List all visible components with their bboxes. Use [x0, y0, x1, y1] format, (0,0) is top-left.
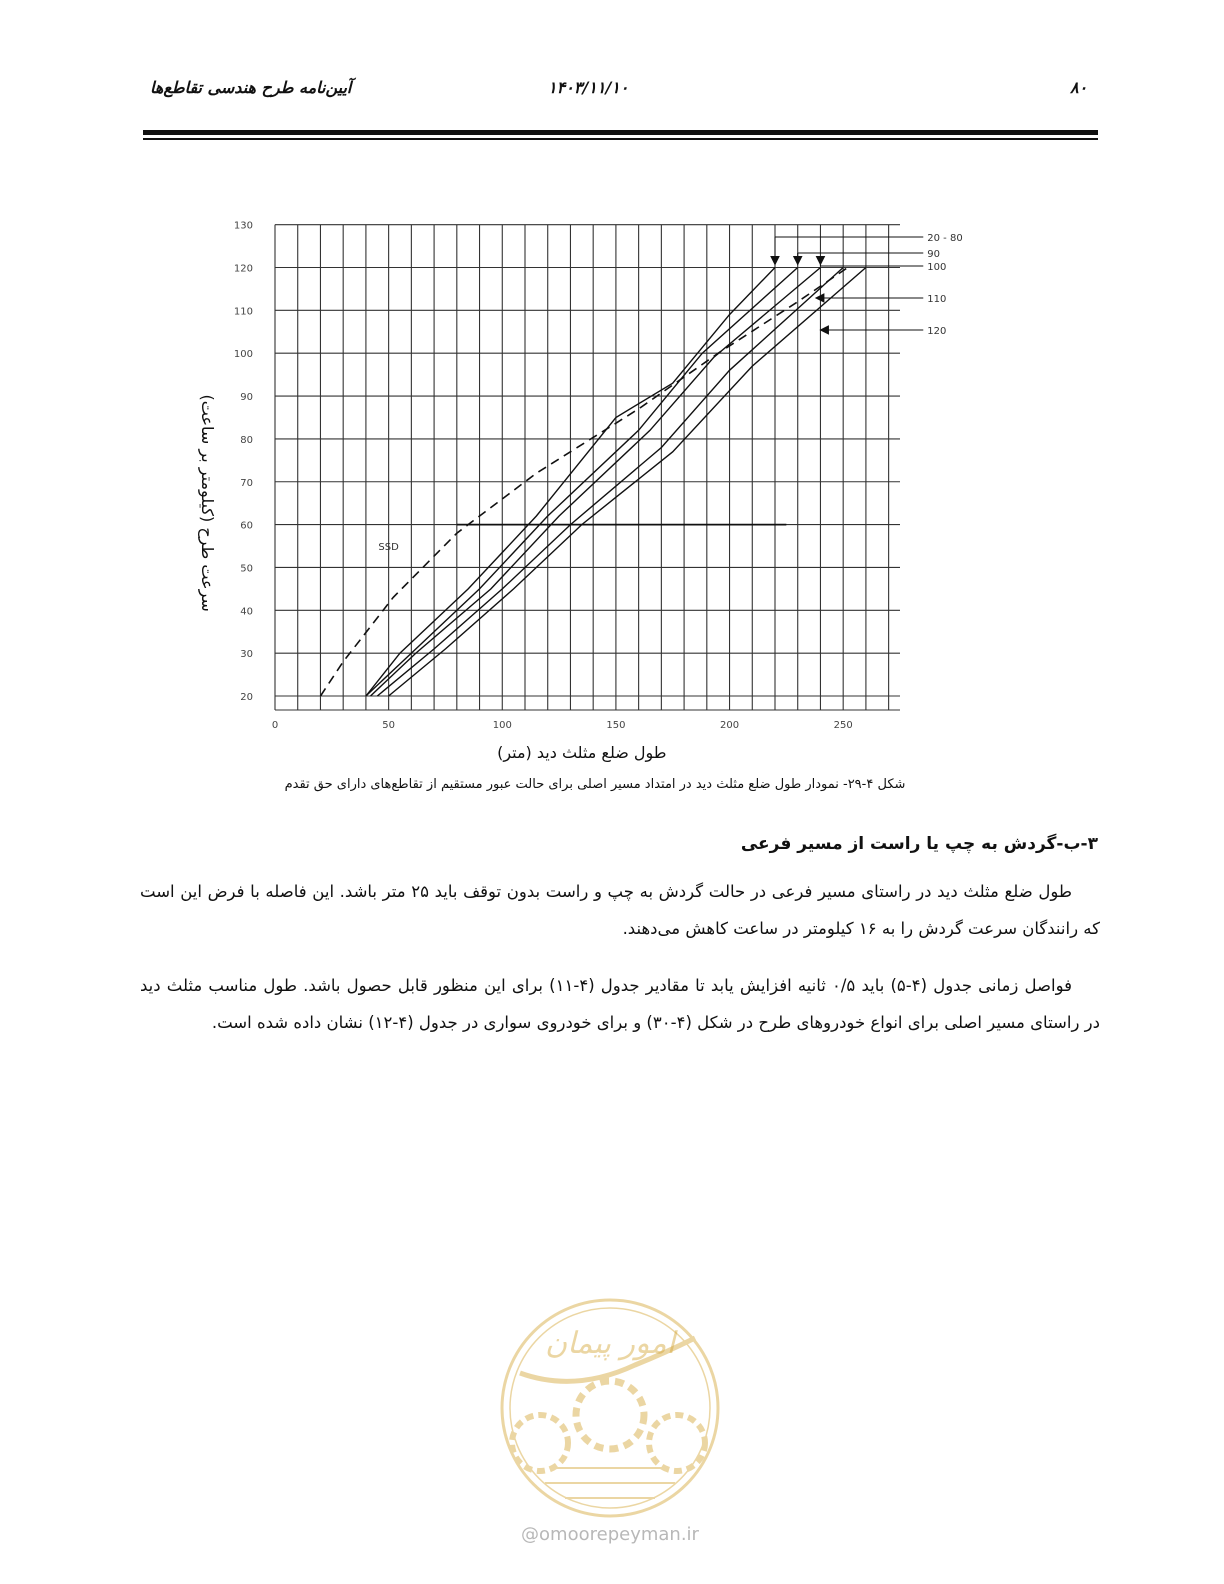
- legend-label: 110: [927, 294, 947, 305]
- y-tick-label: 30: [240, 649, 253, 661]
- legend-label: 100: [927, 262, 947, 273]
- paragraph-2: فواصل زمانی جدول (۴-۵) باید ۰/۵ ثانیه افزایش یابد تا مقادیر جدول (۴-۱۱) برای این منظور قابل حصول باشد. طول مناسب مثلث دید در راستای مسیر اصلی برای انواع خودروهای طرح در شکل (۴-۳۰) و برای خودروی سواری در جدول (۴-۱۲) نشان داده شده است.: [140, 976, 1100, 1032]
- logo-text: امور پیمان: [545, 1326, 675, 1361]
- x-tick-label: 200: [719, 720, 740, 731]
- callout-arrowhead: [771, 257, 779, 265]
- document-title: آیین‌نامه طرح هندسی تقاطع‌ها: [150, 78, 352, 97]
- document-date: ۱۴۰۳/۱۱/۱۰: [548, 78, 629, 97]
- y-tick-label: 120: [233, 263, 253, 275]
- y-tick-label: 40: [240, 606, 253, 618]
- x-axis-label: طول ضلع مثلث دید (متر): [497, 743, 667, 762]
- sight-triangle-chart: [180, 220, 1040, 770]
- legend-label: 20 - 80: [927, 233, 963, 244]
- page-number: ۸۰: [1070, 78, 1088, 97]
- watermark-logo: [485, 1293, 735, 1523]
- x-tick-label: 100: [492, 720, 512, 731]
- y-tick-label: 130: [233, 220, 253, 232]
- callout-arrowhead: [816, 257, 824, 265]
- legend-callout: [794, 253, 924, 265]
- section-heading: ۳-ب-گردش به چپ یا راست از مسیر فرعی: [740, 834, 1098, 854]
- legend-callout: [820, 326, 923, 334]
- y-axis-label: سرعت طرح (کیلومتر بر ساعت): [198, 394, 217, 612]
- y-tick-label: 100: [233, 349, 253, 361]
- legend-callout: [816, 294, 923, 302]
- callout-arrowhead: [794, 257, 802, 265]
- y-tick-label: 80: [240, 434, 253, 446]
- x-tick-label: 150: [606, 720, 626, 731]
- x-tick-label: 0: [271, 720, 279, 731]
- legend-callout: [816, 257, 923, 267]
- paragraph-1: طول ضلع مثلث دید در راستای مسیر فرعی در حالت گردش به چپ و راست بدون توقف باید ۲۵ متر باشد. این فاصله با فرض این است که رانندگان سرعت گردش را به ۱۶ کیلومتر در ساعت کاهش می‌دهند.: [140, 882, 1100, 938]
- legend-label: 90: [927, 249, 941, 260]
- x-tick-label: 250: [833, 720, 853, 731]
- chart-grid: [275, 225, 900, 710]
- header-rule-thin: [143, 138, 1098, 140]
- y-tick-label: 20: [240, 692, 253, 703]
- y-tick-label: 50: [240, 563, 253, 575]
- website-watermark: [500, 1524, 720, 1545]
- figure-caption: شکل ۴-۲۹- نمودار طول ضلع مثلث دید در امتداد مسیر اصلی برای حالت عبور مستقیم از تقاطع‌های دارای حق تقدم: [284, 777, 906, 792]
- callout-arrowhead: [820, 326, 828, 334]
- y-tick-label: 60: [240, 520, 253, 532]
- y-tick-label: 90: [240, 392, 253, 404]
- at-icon: @: [521, 1524, 540, 1545]
- x-tick-label: 50: [382, 720, 396, 731]
- header-rule: [143, 130, 1098, 135]
- y-tick-label: 70: [240, 477, 253, 489]
- ssd-label: SSD: [378, 542, 399, 554]
- legend-label: 120: [927, 326, 947, 337]
- website-text: omoorepeyman.ir: [539, 1524, 699, 1545]
- legend-callout: [771, 237, 923, 265]
- y-tick-label: 110: [233, 306, 253, 318]
